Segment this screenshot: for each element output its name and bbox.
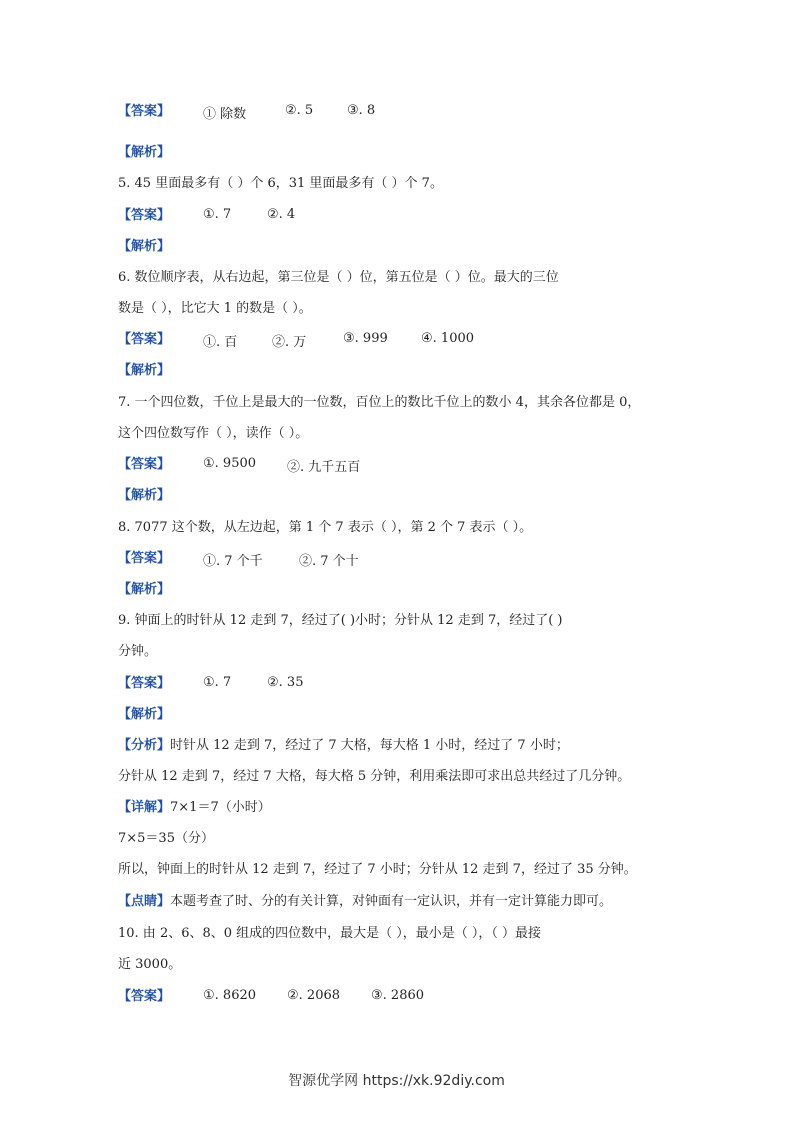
q9-fenxi-line2: 分针从 12 走到 7，经过 7 大格，每大格 5 分钟，利用乘法即可求出总共经过了几分钟。 [118, 769, 631, 784]
xiangjie-label: 【详解】 [118, 800, 171, 815]
q10-answer-2: ②. 2068 [287, 988, 341, 1003]
q9-xiangjie-line2: 7×5＝35（分） [118, 831, 214, 846]
q8-question: 8. 7077 这个数，从左边起，第 1 个 7 表示（ ），第 2 个 7 表示（ ）。 [118, 520, 533, 535]
fenxi-text: 时针从 12 走到 7，经过了 7 大格，每大格 1 小时，经过了 7 小时； [170, 738, 569, 753]
q9-question-line1: 9. 钟面上的时针从 12 走到 7，经过了( )小时；分针从 12 走到 7，经过了( ) [118, 613, 563, 628]
q10-question-line2: 近 3000。 [118, 957, 182, 972]
q8-answer-1: ①. 7 个千 [203, 554, 263, 569]
q6-question-line2: 数是（ ），比它大 1 的数是（ ）。 [118, 301, 312, 316]
q4-answer-3: ③. 8 [347, 103, 376, 118]
answer-label: 【答案】 [118, 104, 171, 119]
q9-analysis-label: 【解析】 [118, 707, 171, 722]
q7-answer-1: ①. 9500 [203, 456, 257, 471]
q5-answer-2: ②. 4 [267, 207, 296, 222]
dianjing-text: 本题考查了时、分的有关计算，对钟面有一定认识，并有一定计算能力即可。 [170, 894, 613, 909]
xiangjie-text: 7×1＝7（小时） [170, 800, 271, 815]
q9-dianjing [118, 893, 612, 911]
q5-answer-1: ①. 7 [203, 207, 232, 222]
q9-xiangjie [118, 799, 271, 817]
answer-label: 【答案】 [118, 676, 171, 691]
q6-answer-1: ①. 百 [203, 335, 238, 350]
q9-fenxi [118, 737, 569, 755]
q7-answer-2: ②. 九千五百 [287, 460, 361, 475]
q9-answer-1: ①. 7 [203, 675, 232, 690]
q9-answer-row [118, 675, 170, 693]
q7-analysis-label: 【解析】 [118, 488, 171, 503]
q6-answer-4: ④. 1000 [421, 331, 475, 346]
q6-analysis-label: 【解析】 [118, 363, 171, 378]
answer-label: 【答案】 [118, 989, 171, 1004]
q6-answer-3: ③. 999 [343, 331, 388, 346]
answer-label: 【答案】 [118, 551, 171, 566]
q6-answer-row [118, 331, 170, 349]
answer-label: 【答案】 [118, 332, 171, 347]
q10-answer-row [118, 988, 170, 1006]
q5-analysis-label: 【解析】 [118, 239, 171, 254]
q4-answer-row [118, 103, 170, 121]
q10-answer-3: ③. 2860 [371, 988, 425, 1003]
q7-question-line2: 这个四位数写作（ ），读作（ ）。 [118, 426, 309, 441]
q6-question-line1: 6. 数位顺序表，从右边起，第三位是（ ）位，第五位是（ ）位。最大的三位 [118, 270, 559, 285]
q10-answer-1: ①. 8620 [203, 988, 257, 1003]
answer-label: 【答案】 [118, 457, 171, 472]
q5-answer-row [118, 207, 170, 225]
footer-watermark: 智源优学网 https://xk.92diy.com [288, 1073, 505, 1089]
dianjing-label: 【点睛】 [118, 894, 171, 909]
q5-question: 5. 45 里面最多有（ ）个 6，31 里面最多有（ ）个 7。 [118, 176, 443, 191]
q9-xiangjie-line3: 所以，钟面上的时针从 12 走到 7，经过了 7 小时；分针从 12 走到 7，经过了 35 分钟。 [118, 862, 637, 877]
q8-analysis-label: 【解析】 [118, 582, 171, 597]
q8-answer-row [118, 550, 170, 568]
q4-answer-2: ②. 5 [285, 103, 314, 118]
q4-answer-1: ① 除数 [203, 107, 247, 122]
q7-question-line1: 7. 一个四位数，千位上是最大的一位数，百位上的数比千位上的数小 4，其余各位都是 0， [118, 395, 641, 410]
q6-answer-2: ②. 万 [272, 335, 307, 350]
q10-question-line1: 10. 由 2、6、8、0 组成的四位数中，最大是（ ），最小是（ ），（ ）最接 [118, 926, 542, 941]
q9-question-line2: 分钟。 [118, 644, 158, 659]
q9-answer-2: ②. 35 [267, 675, 304, 690]
answer-label: 【答案】 [118, 208, 171, 223]
q4-analysis-label: 【解析】 [118, 145, 171, 160]
q7-answer-row [118, 456, 170, 474]
q8-answer-2: ②. 7 个十 [299, 554, 359, 569]
fenxi-label: 【分析】 [118, 738, 171, 753]
